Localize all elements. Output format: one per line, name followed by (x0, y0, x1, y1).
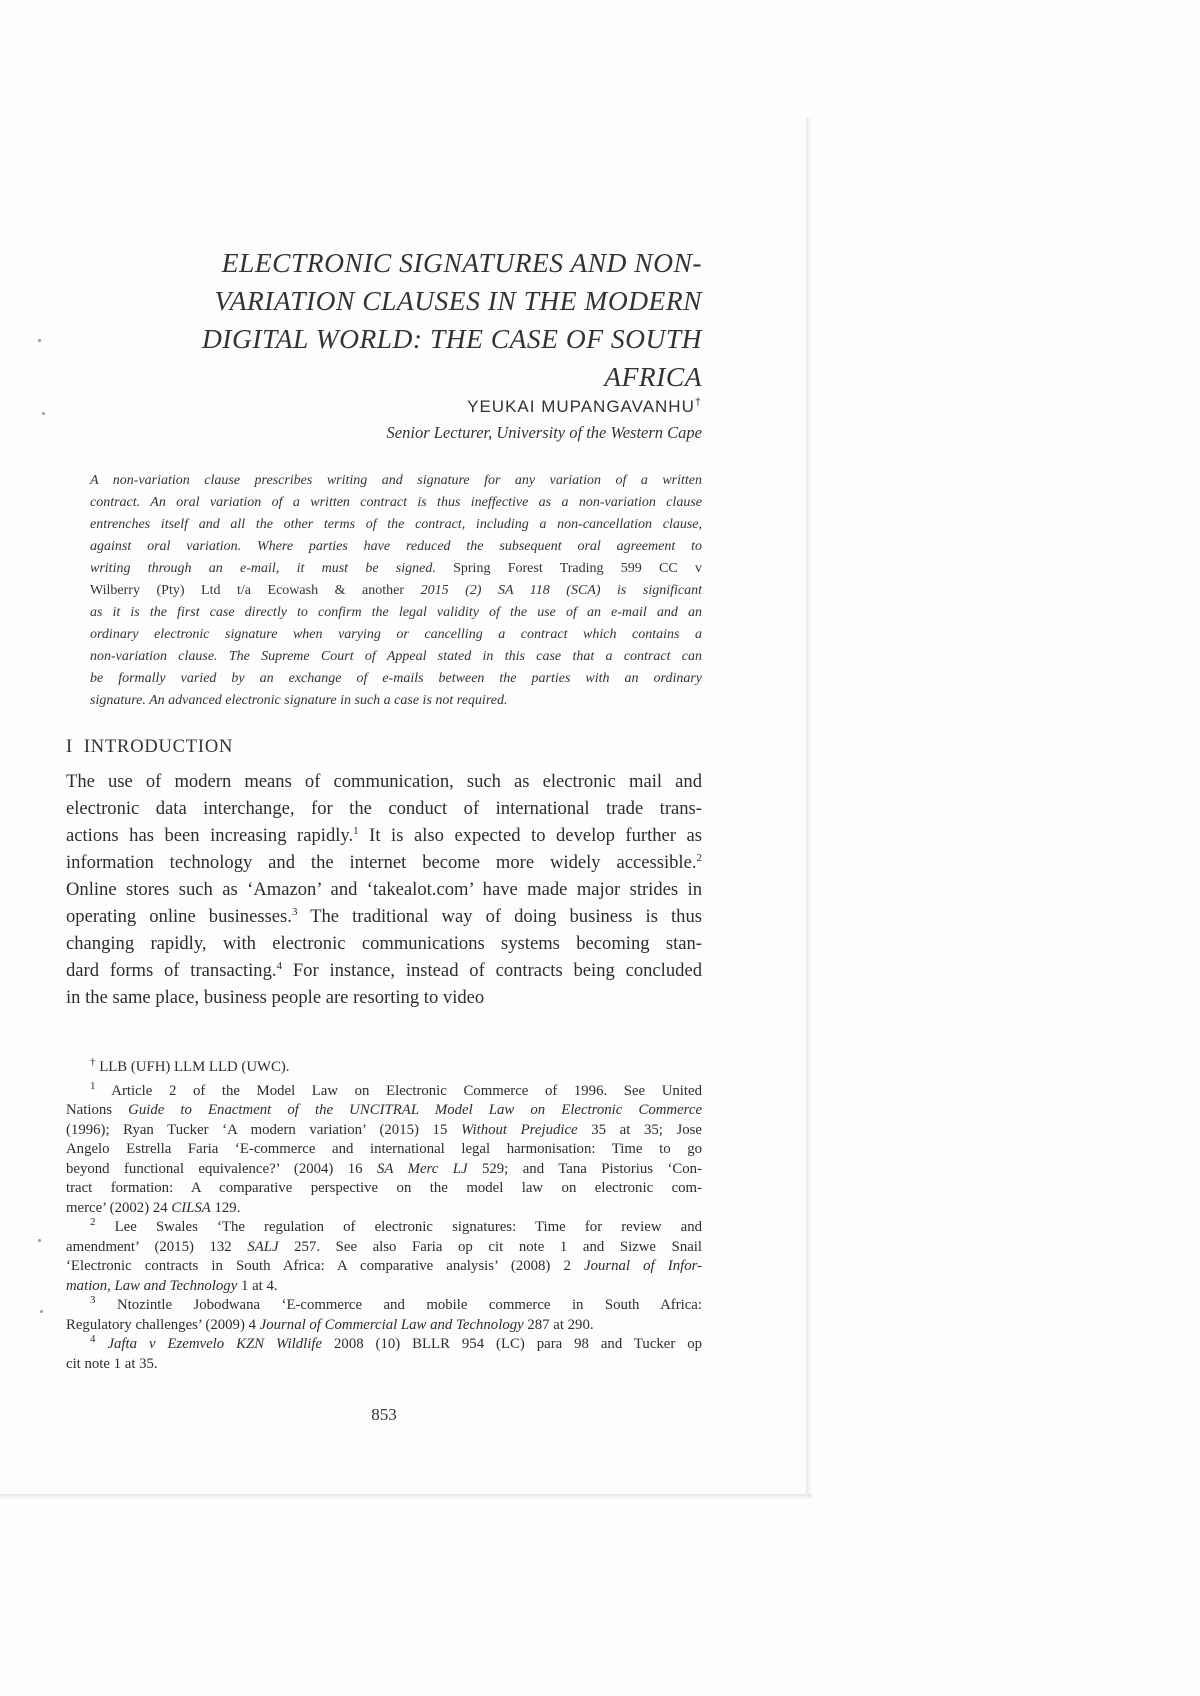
footnote-1-line: Nations Guide to Enactment of the UNCITRAL Model Law on Electronic Commerce (66, 1102, 703, 1118)
abstract-line: contract. An oral variation of a written contract is thus ineffective as a non-variation clause (90, 495, 702, 510)
body-line: changing rapidly, with electronic communications systems becoming stan- (66, 933, 702, 954)
body-line: actions has been increasing rapidly.$^1$ It is also expected to develop further as (66, 824, 702, 846)
footnote-2-line: ‘Electronic contracts in South Africa: A comparative analysis’ (2008) 2 Journal of Infor- (66, 1258, 703, 1274)
footnote-1-line: $^1$ Article 2 of the Model Law on Electronic Commerce of 1996. See United (90, 1079, 702, 1099)
footnote-1-line: merce’ (2002) 24 CILSA 129. (66, 1199, 241, 1216)
footnote-ref[interactable]: 1 (353, 824, 359, 837)
abstract-line: non-variation clause. The Supreme Court of Appeal stated in this case that a contract can (90, 649, 702, 664)
section-number: I (66, 737, 73, 757)
case-name: Wilberry (Pty) Ltd t/a Ecowash & another (90, 583, 405, 598)
body-line: information technology and the internet become more widely accessible.$^2$ (66, 851, 702, 873)
footnote-3-line: Regulatory challenges’ (2009) 4 Journal of Commercial Law and Technology 287 at 290. (66, 1316, 594, 1333)
footnote-ref[interactable]: 2 (696, 851, 702, 864)
body-line: electronic data interchange, for the conduct of international trade trans- (66, 798, 702, 819)
body-line: dard forms of transacting.$^4$ For instance, instead of contracts being concluded (66, 959, 702, 981)
footnote-2-line: amendment’ (2015) 132 SALJ 257. See also Faria op cit note 1 and Sizwe Snail (66, 1238, 703, 1255)
scan-speck (40, 1310, 43, 1313)
abstract-line: Wilberry (Pty) Ltd t/a Ecowash & another 2015 (2) SA 118 (SCA) is significant (90, 583, 703, 598)
footnote-1-line: Angelo Estrella Faria ‘E-commerce and international legal harmonisation: Time to go (66, 1141, 702, 1157)
abstract-line: against oral variation. Where parties have reduced the subsequent oral agreement to (90, 539, 702, 554)
footnote-ref[interactable]: 3 (291, 905, 298, 918)
footnote-4-line: cit note 1 at 35. (66, 1355, 158, 1372)
footnotes (66, 1058, 702, 1374)
page-number: 853 (371, 1405, 397, 1424)
title-line: VARIATION CLAUSES IN THE MODERN (214, 285, 702, 316)
footnote-1-line: (1996); Ryan Tucker ‘A modern variation’ (2015) 15 Without Prejudice 35 at 35; Jose (66, 1121, 702, 1138)
footnote-ref[interactable]: 4 (276, 959, 283, 972)
title-line: DIGITAL WORLD: THE CASE OF SOUTH (201, 323, 702, 354)
footnote-3-line: $^3$ Ntozintle Jobodwana ‘E-commerce and mobile commerce in South Africa: (90, 1294, 702, 1313)
abstract-line: ordinary electronic signature when varying or cancelling a contract which contains a (90, 627, 702, 642)
sheet-edge-shadow (806, 118, 812, 1498)
case-name: Spring Forest Trading 599 CC v (453, 561, 702, 576)
title-line: ELECTRONIC SIGNATURES AND NON- (221, 247, 702, 278)
body-text (66, 768, 702, 1011)
body-line: Online stores such as ‘Amazon’ and ‘takealot.com’ have made major strides in (66, 879, 702, 900)
author-affiliation: Senior Lecturer, University of the Western Cape (386, 423, 702, 442)
footnote-1-line: tract formation: A comparative perspective on the model law on electronic com- (66, 1180, 702, 1196)
title-line: AFRICA (604, 361, 702, 392)
footnote-4-line: $^4$ Jafta v Ezemvelo KZN Wildlife 2008 (10) BLLR 954 (LC) para 98 and Tucker op (90, 1333, 703, 1352)
body-line: operating online businesses.$^3$ The traditional way of doing business is thus (66, 905, 702, 927)
footnote-1-line: beyond functional equivalence?’ (2004) 16 SA Merc LJ 529; and Tana Pistorius ‘Con- (66, 1160, 702, 1177)
footnote-2-line: $^2$ Lee Swales ‘The regulation of electronic signatures: Time for review and (90, 1216, 702, 1235)
footnote-2-line: mation, Law and Technology 1 at 4. (66, 1277, 278, 1294)
abstract-line: A non-variation clause prescribes writing and signature for any variation of a written (90, 473, 702, 488)
author-name: YEUKAI MUPANGAVANHU† (467, 396, 702, 416)
section-title: INTRODUCTION (83, 737, 234, 757)
abstract-line: entrenches itself and all the other terms of the contract, including a non-cancellation clause, (90, 517, 702, 532)
footnote-dagger: † LLB (UFH) LLM LLD (UWC). (90, 1056, 290, 1075)
body-line: in the same place, business people are resorting to video (66, 987, 485, 1008)
scan-speck (38, 1239, 41, 1242)
article-title (66, 244, 702, 396)
body-line: The use of modern means of communication, such as electronic mail and (66, 771, 702, 792)
scan-speck (38, 339, 41, 342)
sheet-bottom-shadow (0, 1494, 812, 1499)
author-footnote-mark: † (694, 396, 702, 409)
abstract-line: be formally varied by an exchange of e-mails between the parties with an ordinary (90, 671, 702, 686)
abstract (90, 470, 702, 712)
section-heading (66, 737, 233, 758)
abstract-line: signature. An advanced electronic signature in such a case is not required. (90, 693, 508, 708)
abstract-line: writing through an e-mail, it must be signed. Spring Forest Trading 599 CC v (90, 561, 702, 576)
scan-speck (42, 412, 45, 415)
abstract-line: as it is the first case directly to confirm the legal validity of the use of an e-mail and an (90, 605, 702, 620)
